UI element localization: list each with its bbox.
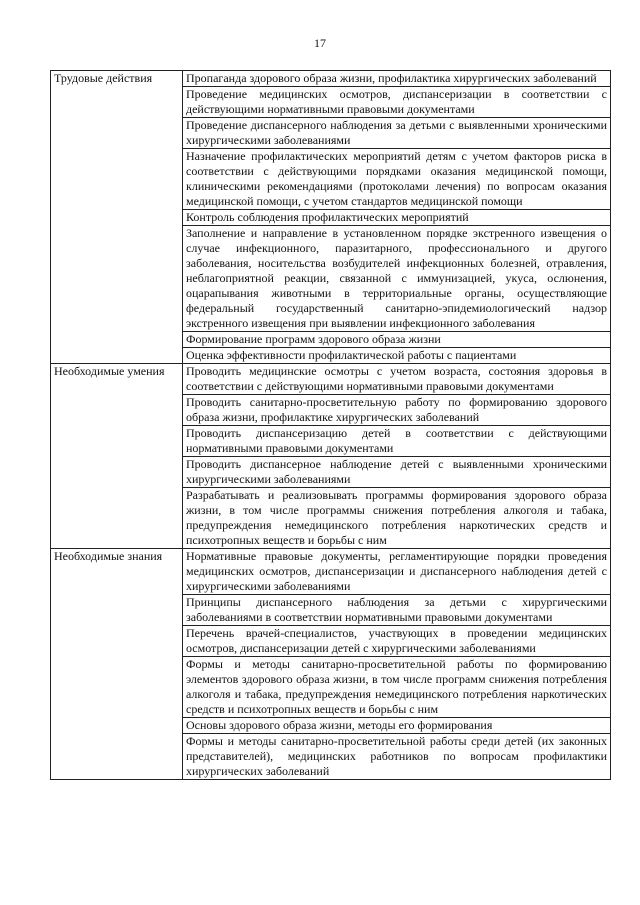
- item-cell: Заполнение и направление в установленном порядке экстренного извещения о случае инфекционного, паразитарного, профессионального и другого заболевания, носительства возбудителей инфекционных болезней, отравления, неблагоприятной реакции, связанной с иммунизацией, укуса, ослюнения, оцарапывания животными в территориальные органы, осуществляющие федеральный государственный санитарно-эпидемиологический надзор экстренного извещения при выявлении инфекционного заболевания: [183, 226, 611, 332]
- item-cell: Проведение медицинских осмотров, диспансеризации в соответствии с действующими нормативными правовыми документами: [183, 87, 611, 118]
- item-cell: Принципы диспансерного наблюдения за детьми с хирургическими заболеваниями в соответствии нормативными правовыми документами: [183, 595, 611, 626]
- category-cell-required-knowledge: Необходимые знания: [51, 549, 183, 780]
- item-cell: Назначение профилактических мероприятий детям с учетом факторов риска в соответствии с действующими порядками оказания медицинской помощи, клиническими рекомендациями (протоколами лечения) по вопросам оказания медицинской помощи, с учетом стандартов медицинской помощи: [183, 149, 611, 210]
- item-cell: Пропаганда здорового образа жизни, профилактика хирургических заболеваний: [183, 71, 611, 87]
- item-cell: Нормативные правовые документы, регламентирующие порядки проведения медицинских осмотров, диспансеризации и диспансерного наблюдения детей с хирургическими заболеваниями: [183, 549, 611, 595]
- item-cell: Основы здорового образа жизни, методы его формирования: [183, 718, 611, 734]
- item-cell: Перечень врачей-специалистов, участвующих в проведении медицинских осмотров, диспансеризации детей с хирургическими заболеваниями: [183, 626, 611, 657]
- item-cell: Формы и методы санитарно-просветительной работы среди детей (их законных представителей), медицинских работников по вопросам профилактики хирургических заболеваний: [183, 734, 611, 780]
- competency-table-body: [51, 71, 611, 780]
- item-cell: Проведение диспансерного наблюдения за детьми с выявленными хроническими хирургическими заболеваниями: [183, 118, 611, 149]
- page-number: 17: [314, 36, 326, 50]
- item-cell: Формы и методы санитарно-просветительной работы по формированию элементов здорового образа жизни, в том числе программ снижения потребления алкоголя и табака, предупреждения немедицинского потребления наркотических средств и психотропных веществ и борьбы с ним: [183, 657, 611, 718]
- competency-table: [50, 70, 611, 780]
- category-cell-required-skills: Необходимые умения: [51, 364, 183, 549]
- item-cell: Проводить диспансеризацию детей в соответствии с действующими нормативными правовыми документами: [183, 426, 611, 457]
- item-cell: Контроль соблюдения профилактических мероприятий: [183, 210, 611, 226]
- item-cell: Формирование программ здорового образа жизни: [183, 332, 611, 348]
- table-row: [51, 549, 611, 595]
- table-row: [51, 71, 611, 87]
- item-cell: Разрабатывать и реализовывать программы формирования здорового образа жизни, в том числе программы снижения потребления алкоголя и табака, предупреждения немедицинского потребления наркотических средств и психотропных веществ и борьбы с ним: [183, 488, 611, 549]
- item-cell: Проводить диспансерное наблюдение детей с выявленными хроническими хирургическими заболеваниями: [183, 457, 611, 488]
- item-cell: Оценка эффективности профилактической работы с пациентами: [183, 348, 611, 364]
- item-cell: Проводить санитарно-просветительную работу по формированию здорового образа жизни, профилактике хирургических заболеваний: [183, 395, 611, 426]
- item-cell: Проводить медицинские осмотры с учетом возраста, состояния здоровья в соответствии с действующими нормативными правовыми документами: [183, 364, 611, 395]
- category-cell-labor-actions: Трудовые действия: [51, 71, 183, 364]
- table-row: [51, 364, 611, 395]
